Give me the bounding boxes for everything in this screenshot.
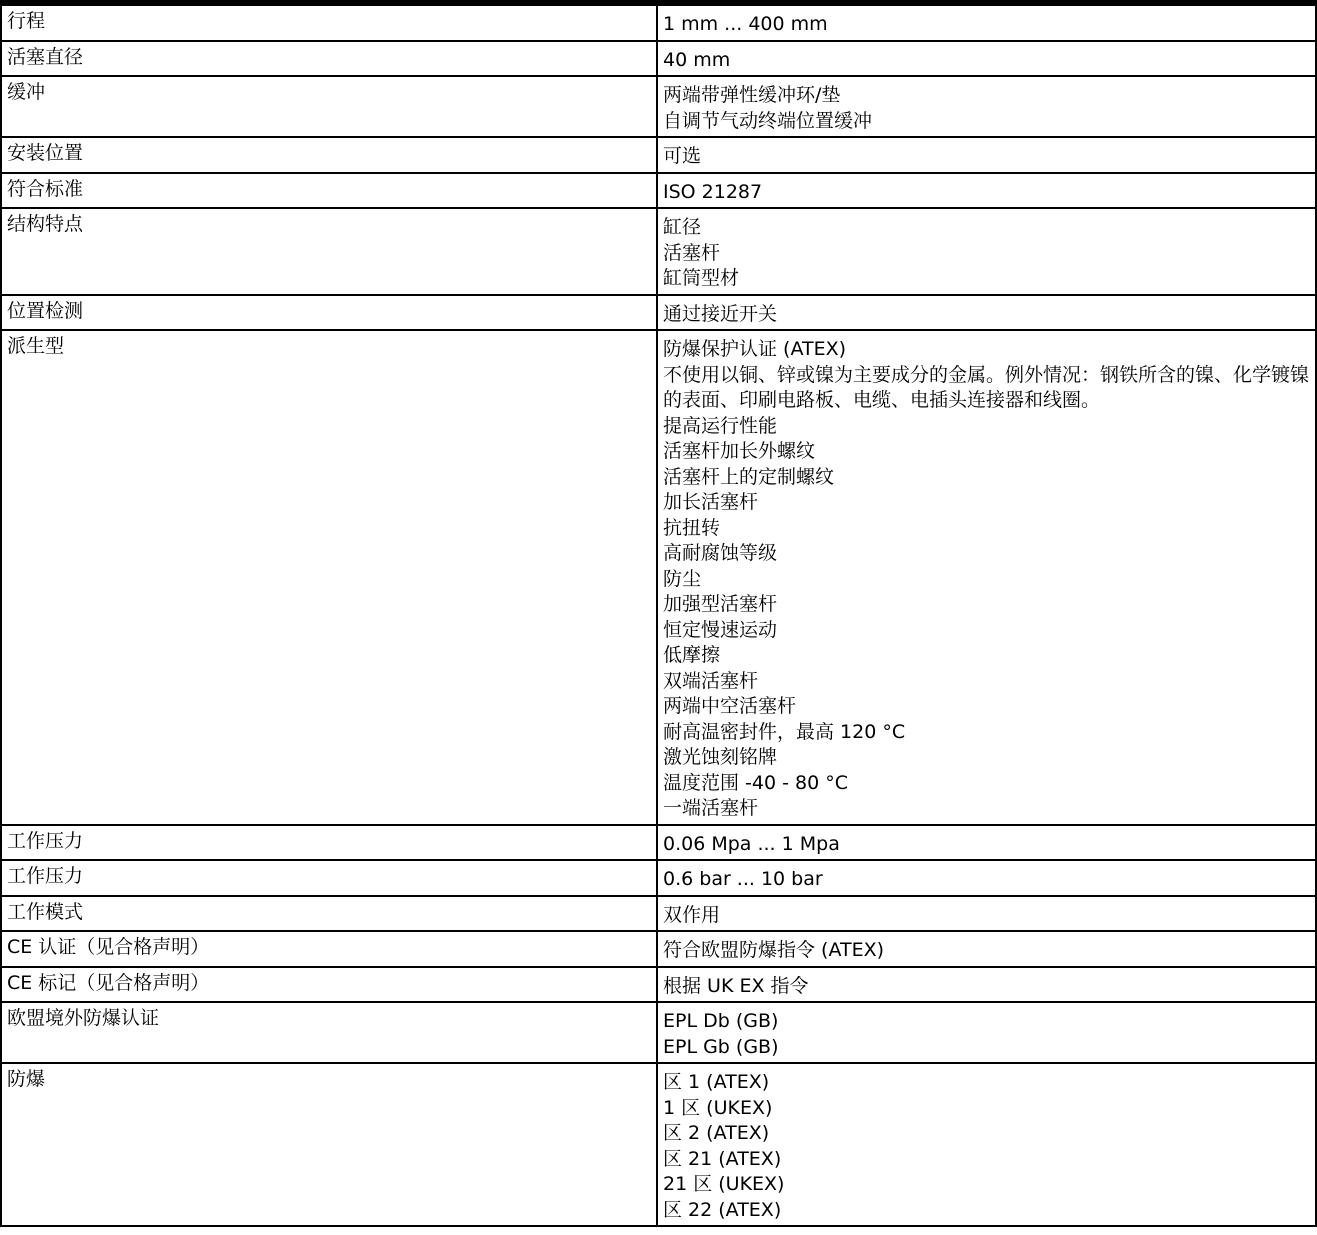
- row-label-cell: [1, 295, 657, 331]
- row-label: 符合标准: [7, 177, 84, 200]
- row-label-cell: [1, 825, 657, 861]
- table-row: [1, 295, 1316, 331]
- row-value-cell: [657, 1002, 1316, 1063]
- row-value-cell: [657, 3, 1316, 41]
- table-row: [1, 931, 1316, 967]
- row-value-line: 加长活塞杆: [663, 491, 759, 513]
- row-label-cell: [1, 137, 657, 173]
- row-value-line: 缸径: [663, 216, 702, 238]
- row-label: 行程: [7, 10, 46, 32]
- table-row: [1, 896, 1316, 932]
- row-value-cell: [657, 41, 1316, 77]
- row-label-cell: [1, 330, 657, 825]
- row-value-line: ISO 21287: [663, 180, 763, 203]
- row-label: 工作模式: [7, 900, 84, 923]
- row-value-line: 两端带弹性缓冲环/垫: [663, 84, 841, 106]
- row-value-line: 抗扭转: [663, 516, 721, 539]
- row-label: 工作压力: [7, 829, 84, 852]
- row-value-line: 自调节气动终端位置缓冲: [663, 109, 873, 132]
- row-value-line: 双作用: [663, 903, 721, 926]
- row-value-line: 0.06 Mpa ... 1 Mpa: [663, 832, 840, 855]
- row-value-line: 40 mm: [663, 48, 731, 71]
- table-row: [1, 41, 1316, 77]
- row-label-cell: [1, 76, 657, 137]
- row-value-cell: [657, 173, 1316, 209]
- row-label-cell: [1, 173, 657, 209]
- row-value-line: 区 2 (ATEX): [663, 1122, 770, 1144]
- row-value-line: 两端中空活塞杆: [663, 695, 797, 717]
- table-row: [1, 76, 1316, 137]
- row-label-cell: [1, 41, 657, 77]
- row-value-line: 0.6 bar ... 10 bar: [663, 868, 823, 890]
- row-value-cell: [657, 931, 1316, 967]
- row-value-line: 符合欧盟防爆指令 (ATEX): [663, 939, 885, 961]
- row-value-line: EPL Db (GB): [663, 1010, 779, 1032]
- row-label: CE 认证（见合格声明）: [7, 936, 210, 958]
- row-value-line: 高耐腐蚀等级: [663, 542, 778, 564]
- row-label-cell: [1, 931, 657, 967]
- row-label: 工作压力: [7, 865, 84, 887]
- table-row: [1, 825, 1316, 861]
- row-label-cell: [1, 3, 657, 41]
- table-row: [1, 330, 1316, 825]
- row-value-line: 恒定慢速运动: [663, 618, 778, 641]
- row-value-cell: [657, 1063, 1316, 1226]
- row-value-line: 提高运行性能: [663, 414, 778, 437]
- row-label: 安装位置: [7, 142, 84, 164]
- row-value-line: 温度范围 -40 - 80 °C: [663, 771, 848, 794]
- table-row: [1, 208, 1316, 295]
- row-label-cell: [1, 896, 657, 932]
- table-row: [1, 1002, 1316, 1063]
- row-label-cell: [1, 208, 657, 295]
- row-value-line: 活塞杆加长外螺纹: [663, 440, 816, 462]
- row-value-line: 21 区 (UKEX): [663, 1173, 785, 1195]
- spec-table-body: [1, 3, 1316, 1226]
- row-value-line: 加强型活塞杆: [663, 593, 778, 615]
- row-value-line: 1 区 (UKEX): [663, 1096, 773, 1119]
- row-value-line: 1 mm ... 400 mm: [663, 13, 828, 35]
- row-label: 活塞直径: [7, 45, 84, 68]
- row-value-cell: [657, 860, 1316, 896]
- table-row: [1, 1063, 1316, 1226]
- row-label-cell: [1, 967, 657, 1003]
- row-value-line: 双端活塞杆: [663, 669, 759, 692]
- row-value-line: 可选: [663, 145, 702, 167]
- row-value-line: 活塞杆上的定制螺纹: [663, 465, 835, 488]
- row-value-line: 防尘: [663, 567, 702, 590]
- row-label-cell: [1, 1063, 657, 1226]
- row-label-cell: [1, 860, 657, 896]
- row-value-cell: [657, 295, 1316, 331]
- table-row: [1, 137, 1316, 173]
- row-value-line: 耐高温密封件，最高 120 °C: [663, 720, 906, 743]
- row-value-line: 区 22 (ATEX): [663, 1198, 782, 1221]
- row-label: 缓冲: [7, 81, 46, 103]
- row-value-cell: [657, 825, 1316, 861]
- row-label: 派生型: [7, 335, 65, 357]
- row-value-cell: [657, 967, 1316, 1003]
- row-value-line: 缸筒型材: [663, 267, 740, 289]
- row-value-line: 不使用以铜、锌或镍为主要成分的金属。例外情况：钢铁所含的镍、化学镀镍的表面、印刷电路板、电缆、电插头连接器和线圈。: [663, 363, 1310, 411]
- row-value-cell: [657, 76, 1316, 137]
- row-label: 欧盟境外防爆认证: [7, 1007, 160, 1029]
- row-value-line: 防爆保护认证 (ATEX): [663, 338, 847, 360]
- row-label: 结构特点: [7, 213, 84, 235]
- row-label: CE 标记（见合格声明）: [7, 971, 210, 994]
- row-value-line: 一端活塞杆: [663, 797, 759, 819]
- row-value-cell: [657, 208, 1316, 295]
- row-value-cell: [657, 330, 1316, 825]
- row-value-line: 通过接近开关: [663, 302, 778, 325]
- row-label-cell: [1, 1002, 657, 1063]
- row-value-line: 活塞杆: [663, 241, 721, 264]
- table-row: [1, 3, 1316, 41]
- row-value-cell: [657, 896, 1316, 932]
- row-value-line: 低摩擦: [663, 644, 721, 666]
- row-value-line: EPL Gb (GB): [663, 1035, 779, 1058]
- row-value-line: 激光蚀刻铭牌: [663, 746, 778, 768]
- table-row: [1, 967, 1316, 1003]
- row-value-line: 区 1 (ATEX): [663, 1071, 770, 1093]
- table-row: [1, 173, 1316, 209]
- table-row: [1, 860, 1316, 896]
- row-value-line: 区 21 (ATEX): [663, 1147, 782, 1170]
- row-label: 防爆: [7, 1068, 46, 1090]
- row-value-line: 根据 UK EX 指令: [663, 974, 809, 997]
- row-value-cell: [657, 137, 1316, 173]
- row-label: 位置检测: [7, 299, 84, 322]
